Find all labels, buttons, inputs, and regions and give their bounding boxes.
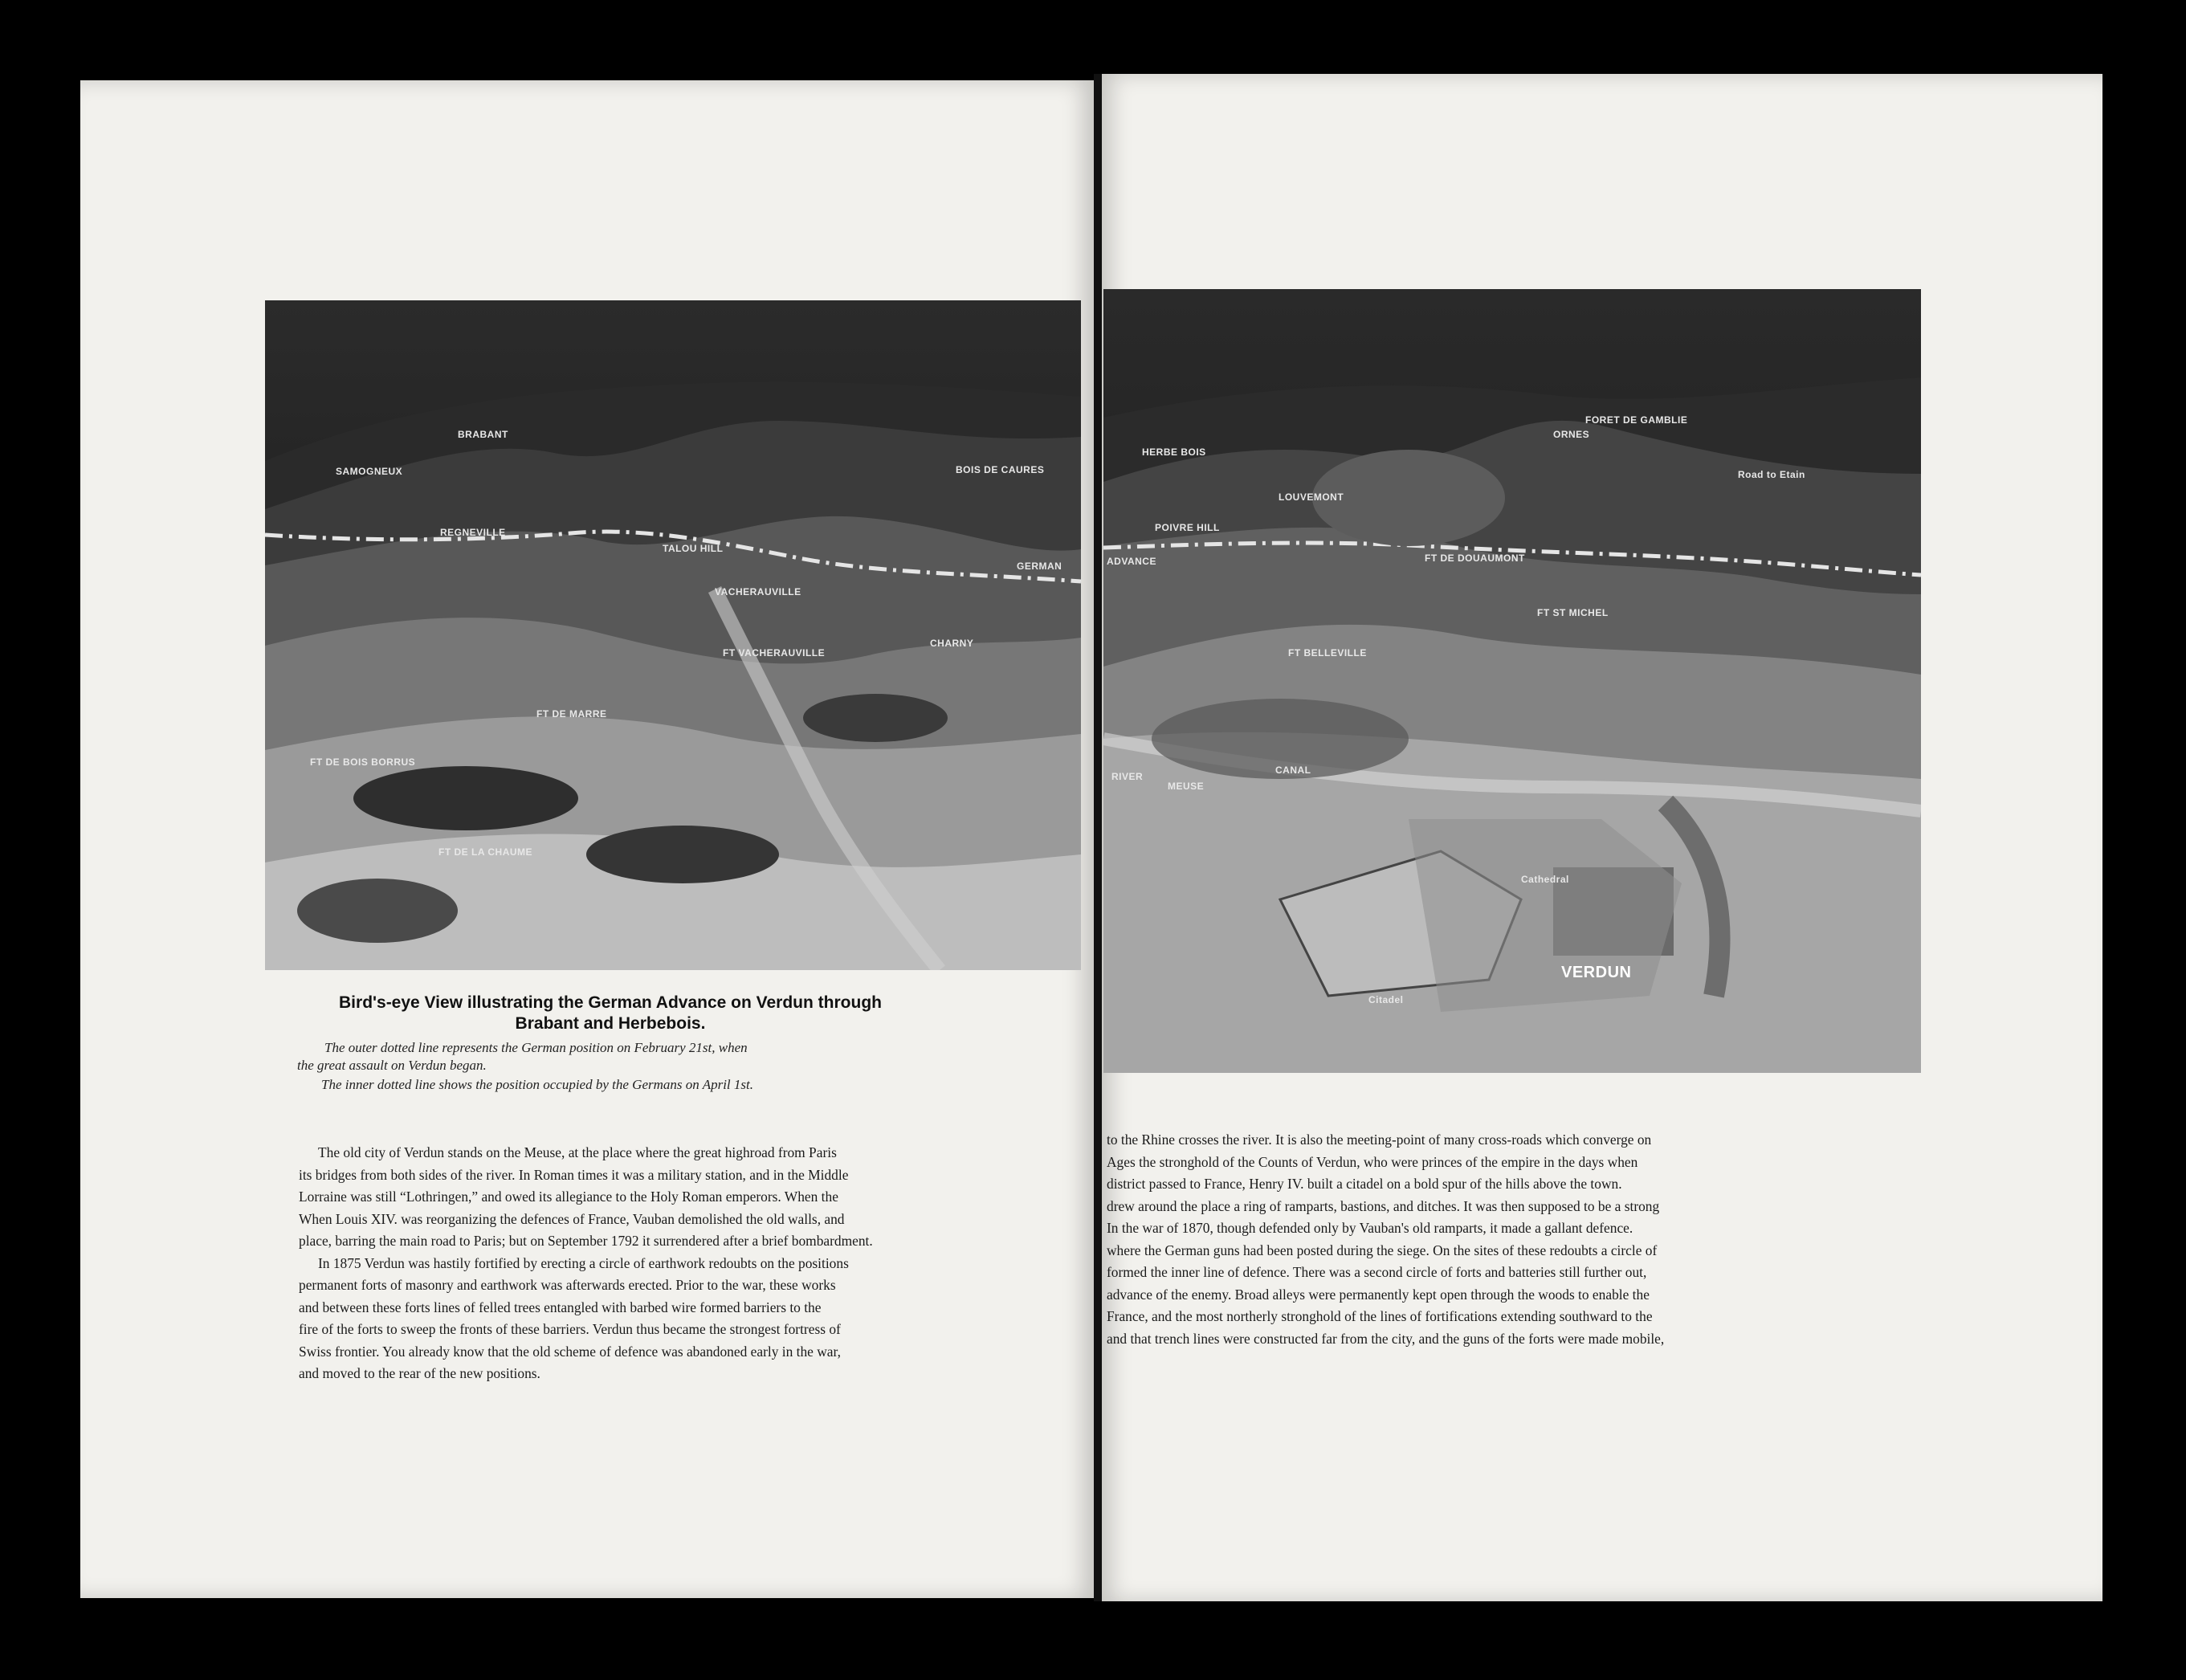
map-label: ORNES [1553,429,1590,440]
map-label: FT VACHERAUVILLE [723,647,826,659]
text-line: place, barring the main road to Paris; but on September 1792 it surrendered after a brief bombardment. [299,1233,873,1249]
text-line: and between these forts lines of felled trees entangled with barbed wire formed barriers to the [299,1299,822,1315]
body-text-right [1107,1129,1897,1350]
text-line: its bridges from both sides of the river. In Roman times it was a military station, and in the Middle [299,1166,849,1183]
map-label: BRABANT [458,429,508,440]
illustration-caption-note: the great assault on Verdun began. [297,1058,487,1073]
map-label: GERMAN [1017,561,1062,572]
map-illustration-left [265,300,1081,970]
text-line: Lorraine was still “Lothringen,” and owed its allegiance to the Holy Roman emperors. When the [299,1189,838,1205]
map-label: REGNEVILLE [440,527,506,538]
text-line: Swiss frontier. You already know that the old scheme of defence was abandoned early in the war, [299,1343,841,1360]
text-line: fire of the forts to sweep the fronts of these barriers. Verdun thus became the strongest fortress of [299,1321,841,1337]
left-map-drawing [265,300,1081,970]
map-label: Cathedral [1521,874,1569,885]
text-line: advance of the enemy. Broad alleys were permanently kept open through the woods to enable the [1107,1286,1650,1303]
map-label: SAMOGNEUX [336,466,403,477]
map-label: Road to Etain [1738,469,1805,480]
text-line: and that trench lines were constructed far from the city, and the guns of the forts were made mobile, [1107,1330,1665,1347]
text-line: permanent forts of masonry and earthwork was afterwards erected. Prior to the war, these works [299,1277,836,1293]
map-label: HERBE BOIS [1142,447,1206,458]
map-label: VACHERAUVILLE [715,586,801,597]
body-text-left [299,1142,1084,1385]
map-illustration-right [1103,289,1921,1073]
map-label: POIVRE HILL [1155,522,1220,533]
text-line: district passed to France, Henry IV. built a citadel on a bold spur of the hills above the town. [1107,1176,1622,1192]
right-map-drawing [1103,289,1921,1073]
map-label: CHARNY [930,638,974,649]
map-label: ADVANCE [1107,556,1156,567]
map-label: FT BELLEVILLE [1288,647,1367,659]
text-line: France, and the most northerly stronghold of the lines of fortifications extending southward to the [1107,1308,1653,1324]
map-label: FORET DE GAMBLIE [1585,414,1688,426]
map-label: Citadel [1368,994,1404,1005]
book-gutter [1094,74,1102,1601]
text-line: to the Rhine crosses the river. It is also the meeting-point of many cross-roads which converge on [1107,1132,1652,1148]
text-line: drew around the place a ring of ramparts, bastions, and ditches. It was then supposed to be a strong [1107,1197,1660,1214]
map-label: FT DE DOUAUMONT [1425,553,1525,564]
map-label: MEUSE [1168,781,1205,792]
map-label: CANAL [1275,765,1311,776]
text-line: The old city of Verdun stands on the Meuse, at the place where the great highroad from Paris [318,1144,837,1160]
map-label: BOIS DE CAURES [956,464,1045,475]
text-line: and moved to the rear of the new positions. [299,1365,540,1381]
map-label: LOUVEMONT [1279,491,1344,503]
map-label: FT DE BOIS BORRUS [310,756,416,768]
map-label: RIVER [1111,771,1144,782]
map-label: FT DE LA CHAUME [438,846,533,858]
map-label: FT DE MARRE [536,708,607,720]
map-label: VERDUN [1561,964,1632,981]
map-label: TALOU HILL [663,543,724,554]
map-label: FT ST MICHEL [1537,607,1609,618]
text-line: where the German guns had been posted during the siege. On the sites of these redoubts a circle of [1107,1242,1658,1258]
illustration-caption-note: The outer dotted line represents the German position on February 21st, when [324,1040,748,1055]
text-line: When Louis XIV. was reorganizing the defences of France, Vauban demolished the old walls, and [299,1210,845,1227]
text-line: In 1875 Verdun was hastily fortified by erecting a circle of earthwork redoubts on the positions [318,1254,849,1271]
text-line: In the war of 1870, though defended only by Vauban's old ramparts, it made a gallant defence. [1107,1220,1633,1236]
illustration-caption-note: The inner dotted line shows the position occupied by the Germans on April 1st. [321,1077,753,1092]
text-line: Ages the stronghold of the Counts of Verdun, who were princes of the empire in the days when [1107,1153,1638,1170]
text-line: formed the inner line of defence. There was a second circle of forts and batteries still further out, [1107,1264,1647,1280]
illustration-caption-title: Bird's-eye View illustrating the German Advance on Verdun through Brabant and Herbebois. [339,993,882,1033]
